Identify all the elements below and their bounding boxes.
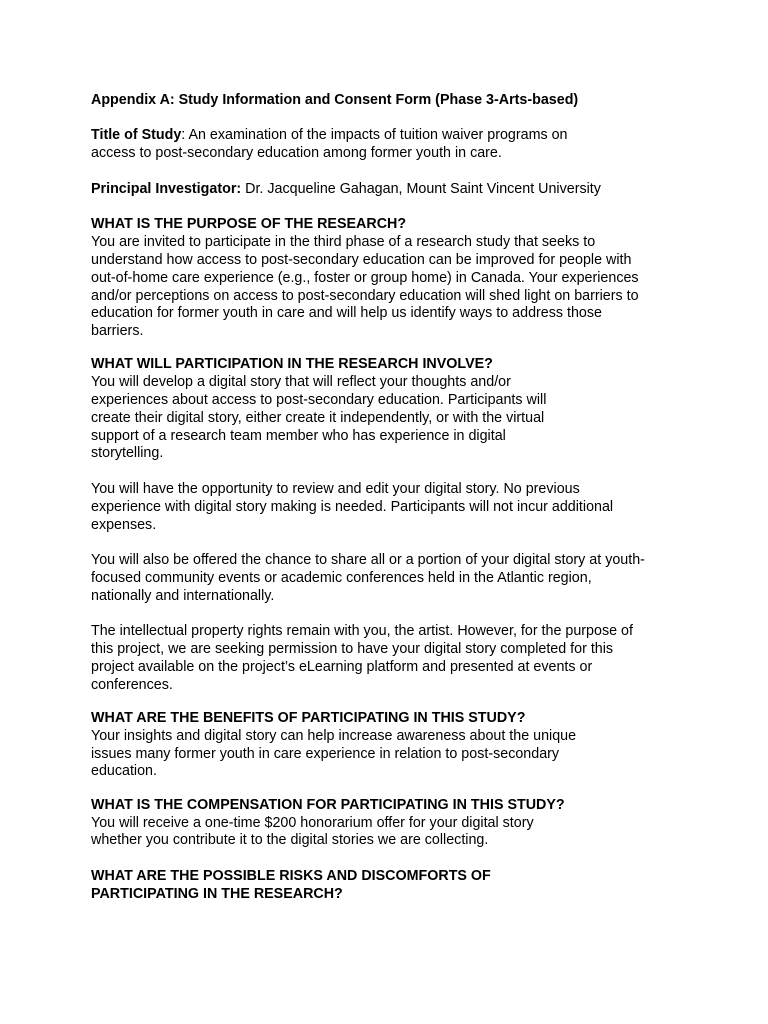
paragraph-line: understand how access to post-secondary education can be improved for people with bbox=[91, 251, 632, 268]
paragraph-line: this project, we are seeking permission to have your digital story completed for this bbox=[91, 641, 614, 658]
section-heading: PARTICIPATING IN THE RESEARCH? bbox=[91, 885, 343, 902]
section-purpose bbox=[91, 216, 691, 341]
paragraph-line: whether you contribute it to the digital stories we are collecting. bbox=[91, 832, 489, 849]
study-title-label: Title of Study bbox=[91, 127, 182, 144]
pi-value: Dr. Jacqueline Gahagan, Mount Saint Vincent University bbox=[241, 180, 601, 197]
section-risks bbox=[91, 868, 691, 904]
study-title-line-1: : An examination of the impacts of tuition waiver programs on bbox=[181, 127, 568, 144]
paragraph-line: You will also be offered the chance to share all or a portion of your digital story at youth- bbox=[91, 552, 645, 569]
paragraph-line: The intellectual property rights remain with you, the artist. However, for the purpose of bbox=[91, 623, 633, 640]
section-compensation bbox=[91, 797, 691, 850]
section-heading: WHAT IS THE PURPOSE OF THE RESEARCH? bbox=[91, 216, 407, 233]
principal-investigator bbox=[91, 181, 691, 199]
paragraph-line: create their digital story, either create it independently, or with the virtual bbox=[91, 409, 545, 426]
study-title-line-2: access to post-secondary education among former youth in care. bbox=[91, 145, 502, 162]
pi-label: Principal Investigator: bbox=[91, 180, 242, 197]
paragraph-line: You will have the opportunity to review and edit your digital story. No previous bbox=[91, 481, 580, 498]
paragraph-line: nationally and internationally. bbox=[91, 587, 275, 604]
appendix-title: Appendix A: Study Information and Consent Form (Phase 3-Arts-based) bbox=[91, 92, 579, 108]
paragraph-line: You will develop a digital story that will reflect your thoughts and/or bbox=[91, 374, 511, 391]
section-heading: WHAT WILL PARTICIPATION IN THE RESEARCH INVOLVE? bbox=[91, 356, 493, 373]
paragraph-line: storytelling. bbox=[91, 445, 164, 462]
paragraph-line: Your insights and digital story can help increase awareness about the unique bbox=[91, 727, 577, 744]
section-heading: WHAT IS THE COMPENSATION FOR PARTICIPATING IN THIS STUDY? bbox=[91, 796, 565, 813]
paragraph-line: project available on the project’s eLearning platform and presented at events or bbox=[91, 659, 593, 675]
paragraph-line: expenses. bbox=[91, 516, 157, 533]
paragraph-line: focused community events or academic conferences held in the Atlantic region, bbox=[91, 570, 592, 587]
paragraph-line: out-of-home care experience (e.g., foster or group home) in Canada. Your experiences bbox=[91, 269, 639, 286]
paragraph-line: experience with digital story making is needed. Participants will not incur additional bbox=[91, 498, 614, 515]
paragraph-line: You are invited to participate in the third phase of a research study that seeks to bbox=[91, 234, 596, 251]
paragraph-line: education. bbox=[91, 763, 157, 780]
paragraph-line: education for former youth in care and will help us identify ways to address those bbox=[91, 305, 602, 322]
section-heading: WHAT ARE THE BENEFITS OF PARTICIPATING IN THIS STUDY? bbox=[91, 710, 526, 727]
paragraph-line: support of a research team member who has experience in digital bbox=[91, 427, 506, 444]
paragraph-line: barriers. bbox=[91, 323, 144, 340]
study-title-block bbox=[91, 127, 691, 163]
paragraph-line: experiences about access to post-secondary education. Participants will bbox=[91, 392, 547, 409]
paragraph-line: conferences. bbox=[91, 676, 173, 693]
document-page bbox=[91, 92, 691, 904]
paragraph-line: issues many former youth in care experience in relation to post-secondary bbox=[91, 745, 560, 762]
section-heading: WHAT ARE THE POSSIBLE RISKS AND DISCOMFORTS OF bbox=[91, 867, 491, 884]
section-participation bbox=[91, 356, 691, 694]
paragraph-line: You will receive a one-time $200 honorarium offer for your digital story bbox=[91, 814, 534, 831]
paragraph-line: and/or perceptions on access to post-secondary education will shed light on barriers to bbox=[91, 287, 639, 304]
section-benefits bbox=[91, 710, 691, 781]
